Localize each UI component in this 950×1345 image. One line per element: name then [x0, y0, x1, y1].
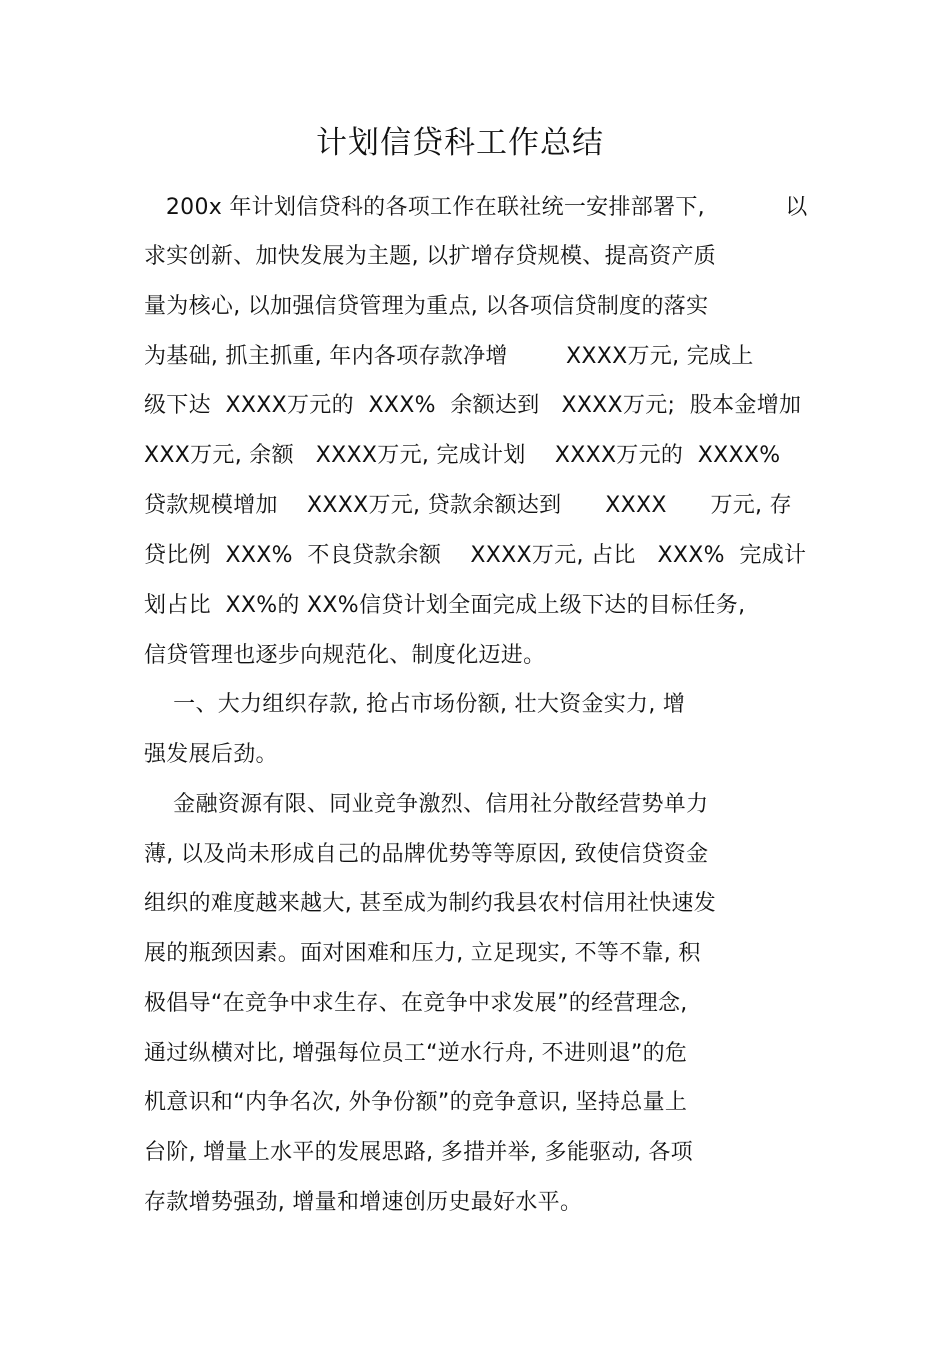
body-line: XXX万元, 余额 XXXX万元, 完成计划 XXXX万元的 XXXX%	[144, 443, 781, 468]
body-line: 通过纵横对比, 增强每位员工“逆水行舟, 不进则退”的危	[144, 1041, 688, 1066]
body-line: 薄, 以及尚未形成自己的品牌优势等等原因, 致使信贷资金	[144, 842, 709, 867]
body-line: 金融资源有限、同业竞争激烈、信用社分散经营势单力	[144, 792, 709, 817]
body-line: 贷款规模增加 XXXX万元, 贷款余额达到 XXXX 万元, 存	[144, 493, 792, 518]
document-title: 计划信贷科工作总结	[316, 125, 604, 161]
body-line: 信贷管理也逐步向规范化、制度化迈进。	[144, 643, 546, 668]
section-heading: 强发展后劲。	[144, 742, 278, 767]
body-line: 量为核心, 以加强信贷管理为重点, 以各项信贷制度的落实	[144, 294, 709, 319]
body-line: 存款增势强劲, 增量和增速创历史最好水平。	[144, 1190, 583, 1215]
body-line: 组织的难度越来越大, 甚至成为制约我县农村信用社快速发	[144, 891, 717, 916]
body-line: 级下达 XXXX万元的 XXX% 余额达到 XXXX万元; 股本金增加	[144, 393, 802, 418]
body-line: 贷比例 XXX% 不良贷款余额 XXXX万元, 占比 XXX% 完成计	[144, 543, 807, 568]
body-line: 为基础, 抓主抓重, 年内各项存款净增 XXXX万元, 完成上	[144, 344, 754, 369]
section-heading: 一、大力组织存款, 抢占市场份额, 壮大资金实力, 增	[144, 692, 686, 717]
body-line: 划占比 XX%的 XX%信贷计划全面完成上级下达的目标任务,	[144, 593, 746, 618]
body-line: 机意识和“内争名次, 外争份额”的竞争意识, 坚持总量上	[144, 1090, 688, 1115]
body-line: 200x 年计划信贷科的各项工作在联社统一安排部署下, 以	[144, 195, 808, 220]
body-line: 展的瓶颈因素。面对困难和压力, 立足现实, 不等不靠, 积	[144, 941, 701, 966]
body-line: 台阶, 增量上水平的发展思路, 多措并举, 多能驱动, 各项	[144, 1140, 693, 1165]
body-line: 求实创新、加快发展为主题, 以扩增存贷规模、提高资产质	[144, 244, 717, 269]
body-line: 极倡导“在竞争中求生存、在竞争中求发展”的经营理念,	[144, 991, 688, 1016]
